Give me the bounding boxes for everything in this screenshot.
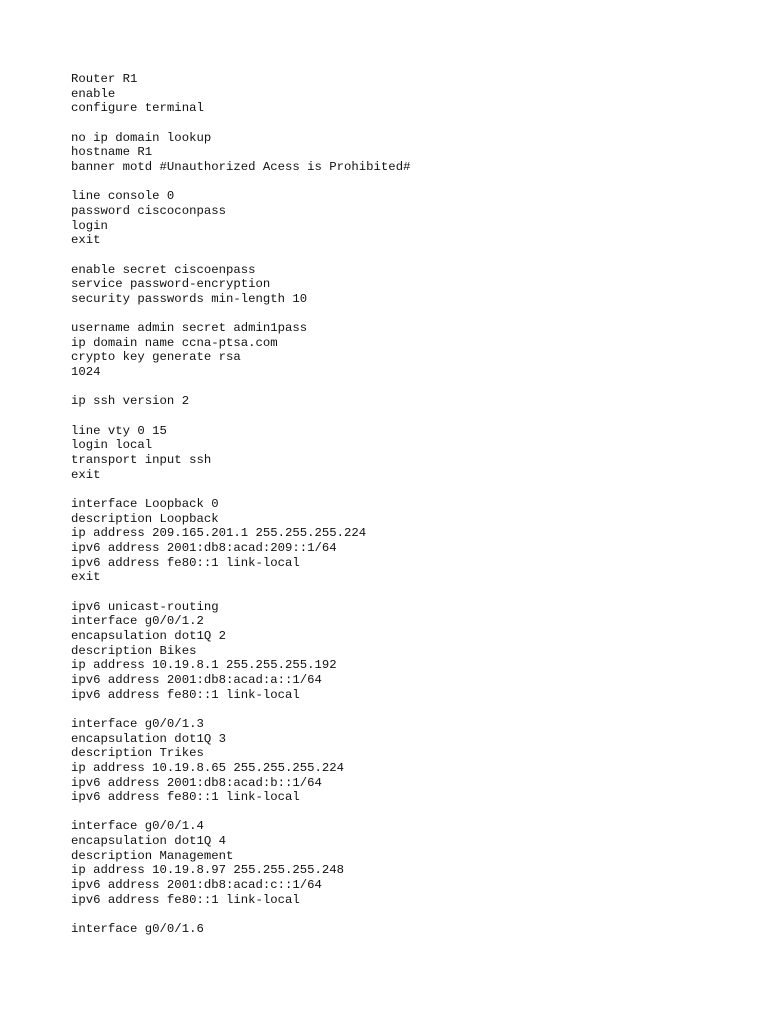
- config-line: ipv6 address 2001:db8:acad:b::1/64: [71, 775, 322, 790]
- config-line: description Trikes: [71, 746, 204, 761]
- config-line: interface g0/0/1.4: [71, 819, 204, 834]
- config-line: ip address 10.19.8.97 255.255.255.248: [71, 863, 345, 878]
- config-line: [71, 307, 731, 322]
- config-line: ipv6 address fe80::1 link-local: [71, 790, 300, 805]
- config-line: 1024: [71, 365, 101, 380]
- config-line: username admin secret admin1pass: [71, 321, 308, 336]
- config-line: encapsulation dot1Q 4: [71, 834, 226, 849]
- config-line: [71, 702, 731, 717]
- config-line: encapsulation dot1Q 2: [71, 628, 226, 643]
- config-line: ipv6 address fe80::1 link-local: [71, 892, 300, 907]
- config-line: [71, 482, 731, 497]
- config-line: hostname R1: [71, 145, 153, 160]
- config-line: service password-encryption: [71, 277, 271, 292]
- config-line: ip domain name ccna-ptsa.com: [71, 335, 278, 350]
- config-line: login local: [71, 438, 153, 453]
- config-line: exit: [71, 467, 101, 482]
- config-line: banner motd #Unauthorized Acess is Prohibited#: [71, 159, 411, 174]
- config-line: interface g0/0/1.2: [71, 614, 204, 629]
- config-line: ip address 10.19.8.65 255.255.255.224: [71, 760, 345, 775]
- config-line: line vty 0 15: [71, 423, 167, 438]
- config-line: login: [71, 218, 108, 233]
- config-line: ipv6 unicast-routing: [71, 599, 219, 614]
- config-line: interface g0/0/1.6: [71, 922, 204, 937]
- config-line: line console 0: [71, 189, 175, 204]
- config-line: ip address 10.19.8.1 255.255.255.192: [71, 658, 337, 673]
- config-line: encapsulation dot1Q 3: [71, 731, 226, 746]
- config-line: description Management: [71, 848, 234, 863]
- config-line: [71, 805, 731, 820]
- config-line: ipv6 address 2001:db8:acad:c::1/64: [71, 878, 322, 893]
- config-line: exit: [71, 233, 101, 248]
- config-line: transport input ssh: [71, 453, 212, 468]
- config-text-block: [71, 72, 731, 937]
- config-line: exit: [71, 570, 101, 585]
- config-line: ipv6 address 2001:db8:acad:209::1/64: [71, 541, 337, 555]
- config-line: [71, 175, 731, 190]
- config-line: description Loopback: [71, 511, 219, 526]
- config-line: [71, 409, 731, 424]
- config-line: security passwords min-length 10: [71, 291, 308, 306]
- config-line: interface Loopback 0: [71, 497, 219, 512]
- config-line: [71, 248, 731, 263]
- config-line: enable secret ciscoenpass: [71, 262, 256, 277]
- config-line: crypto key generate rsa: [71, 350, 241, 365]
- config-line: ip address 209.165.201.1 255.255.255.224: [71, 526, 367, 541]
- config-line: [71, 907, 731, 922]
- config-line: [71, 585, 731, 600]
- config-line: description Bikes: [71, 643, 197, 658]
- config-line: ipv6 address fe80::1 link-local: [71, 687, 300, 702]
- config-line: password ciscoconpass: [71, 203, 226, 218]
- config-line: ipv6 address 2001:db8:acad:a::1/64: [71, 672, 322, 687]
- config-line: [71, 116, 731, 131]
- config-line: ipv6 address fe80::1 link-local: [71, 555, 300, 570]
- config-line: Router R1: [71, 72, 138, 86]
- config-line: configure terminal: [71, 101, 204, 116]
- config-line: enable: [71, 86, 116, 101]
- config-line: no ip domain lookup: [71, 130, 212, 145]
- config-line: interface g0/0/1.3: [71, 716, 204, 731]
- config-line: [71, 380, 731, 395]
- config-line: ip ssh version 2: [71, 394, 190, 409]
